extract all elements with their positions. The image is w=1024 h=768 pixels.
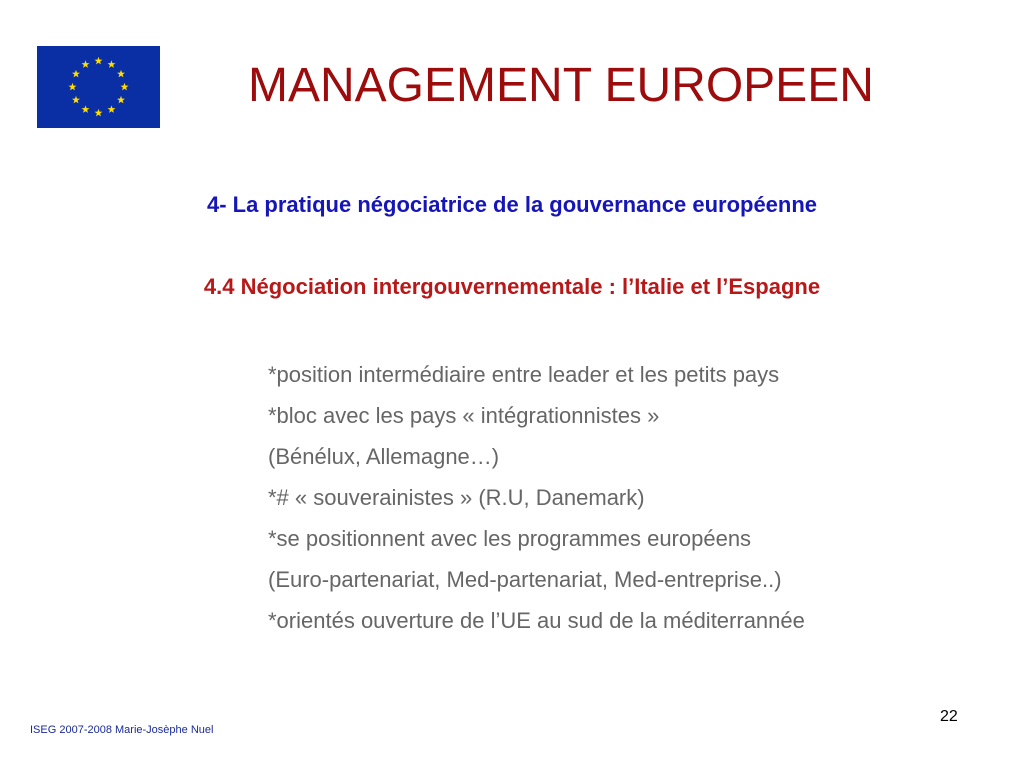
star-icon [72,70,80,78]
bullet-item: (Euro-partenariat, Med-partenariat, Med-entreprise..) [268,567,782,592]
eu-flag-logo [37,46,160,128]
bullet-list [268,354,805,641]
bullet-item: *orientés ouverture de l’UE au sud de la méditerrannée [268,608,805,633]
eu-flag-stars [37,46,160,128]
section-heading: 4.4 Négociation intergouvernementale : l’Italie et l’Espagne [203,274,821,299]
star-icon [82,60,90,68]
star-icon [95,57,103,65]
bullet-item: *se positionnent avec les programmes européens [268,526,752,551]
star-icon [95,109,103,117]
bullet-item: (Bénélux, Allemagne…) [268,444,500,469]
star-icon [69,83,77,91]
bullet-item: *# « souverainistes » (R.U, Danemark) [268,485,645,510]
page-number: 22 [940,708,958,725]
bullet-item: *bloc avec les pays « intégrationnistes » [268,403,660,428]
slide-subtitle: 4- La pratique négociatrice de la gouvernance européenne [206,192,818,217]
footer-credit: ISEG 2007-2008 Marie-Josèphe Nuel [30,724,214,736]
star-icon [72,96,80,104]
bullet-item: *position intermédiaire entre leader et les petits pays [268,362,780,387]
star-icon [121,83,129,91]
star-icon [108,105,116,113]
star-icon [82,105,90,113]
slide-title: MANAGEMENT EUROPEEN [248,59,874,112]
star-icon [117,70,125,78]
star-icon [108,60,116,68]
star-icon [117,96,125,104]
